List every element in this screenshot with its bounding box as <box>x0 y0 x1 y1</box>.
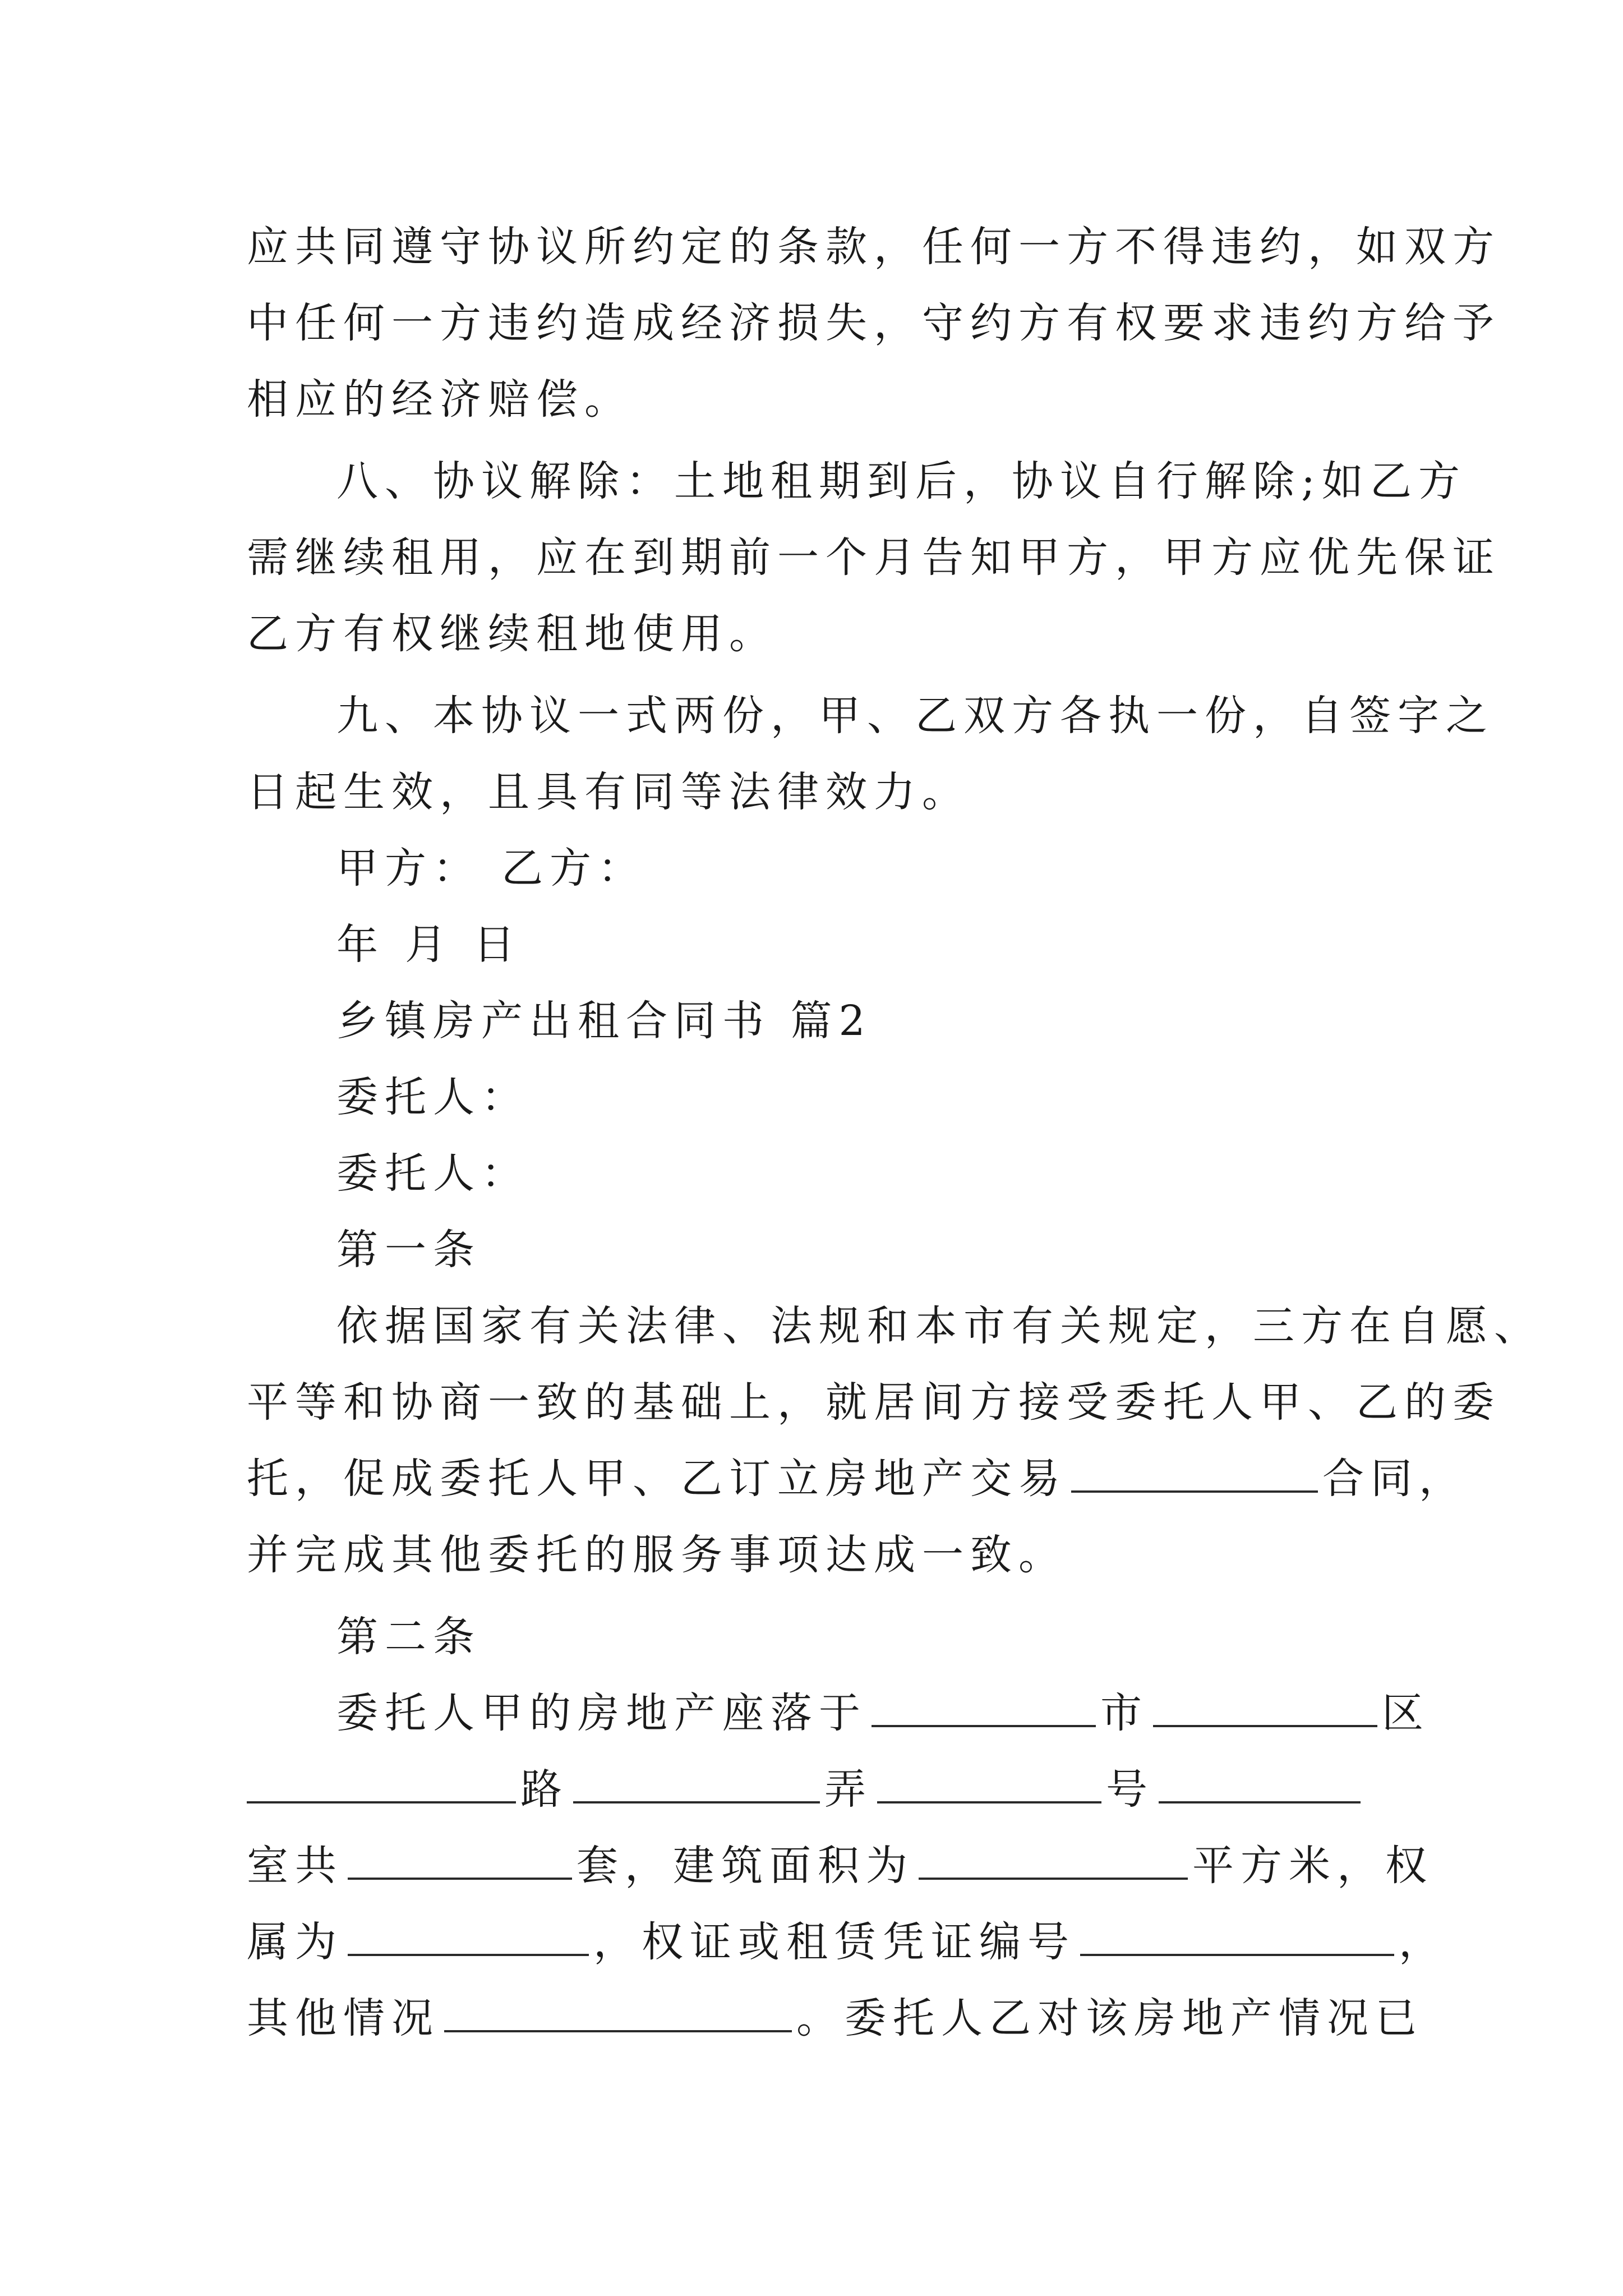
article-1-heading: 第一条 <box>336 1226 481 1274</box>
article-2-line-5 <box>247 1980 1423 2056</box>
article-2-line-4-a: 属为 <box>247 1918 343 1966</box>
article-2-line-4-c: ， <box>1399 1918 1447 1966</box>
article-2-line-3-b: 套，建筑面积为 <box>577 1842 914 1890</box>
article-2-line-5-a: 其他情况 <box>247 1994 440 2042</box>
room-blank <box>1159 1779 1361 1803</box>
ownership-blank <box>348 1931 589 1956</box>
road-blank <box>247 1779 516 1803</box>
paragraph-8-line-3: 乙方有权继续租地使用。 <box>247 610 777 658</box>
paragraph-7-line-2: 中任何一方违约造成经济损失，守约方有权要求违约方给予 <box>247 299 1501 347</box>
paragraph-7-line-1: 应共同遵守协议所约定的条款，任何一方不得违约，如双方 <box>247 223 1501 271</box>
party-b-label: 乙方： <box>501 844 646 892</box>
article-2-line-2-a: 路 <box>520 1765 569 1814</box>
article-1-line-3 <box>247 1441 1467 1517</box>
article-1-line-1: 依据国家有关法律、法规和本市有关规定，三方在自愿、 <box>336 1302 1542 1350</box>
article-2-line-4-b: ，权证或租赁凭证编号 <box>593 1918 1076 1966</box>
units-blank <box>348 1855 572 1880</box>
other-info-blank <box>444 2008 792 2032</box>
article-2-line-1-c: 区 <box>1382 1689 1430 1737</box>
contract-type-blank <box>1071 1468 1318 1493</box>
article-2-heading: 第二条 <box>336 1613 481 1661</box>
article-2-line-2 <box>247 1751 1391 1828</box>
article-2-line-1-a: 委托人甲的房地产座落于 <box>336 1689 867 1737</box>
article-2-line-2-b: 弄 <box>824 1765 873 1814</box>
article-2-line-3 <box>247 1828 1433 1904</box>
paragraph-9-line-1: 九、本协议一式两份，甲、乙双方各执一份，自签字之 <box>336 692 1494 740</box>
month-label: 月 <box>405 921 453 969</box>
article-1-line-2: 平等和协商一致的基础上，就居间方接受委托人甲、乙的委 <box>247 1378 1501 1427</box>
article-2-line-1 <box>247 1675 1430 1751</box>
day-label: 日 <box>473 921 522 969</box>
principal-2: 委托人： <box>336 1149 529 1198</box>
signature-date <box>247 907 1391 983</box>
article-2-line-2-c: 号 <box>1106 1765 1154 1814</box>
year-label: 年 <box>336 921 385 969</box>
paragraph-8-line-1: 八、协议解除：土地租期到后，协议自行解除;如乙方 <box>336 457 1467 505</box>
article-2-line-1-b: 市 <box>1100 1689 1149 1737</box>
article-1-line-3-a: 托，促成委托人甲、乙订立房地产交易 <box>247 1455 1067 1503</box>
principal-1: 委托人： <box>336 1073 529 1121</box>
paragraph-9-line-2: 日起生效，且具有同等法律效力。 <box>247 768 970 816</box>
article-1-line-4: 并完成其他委托的服务事项达成一致。 <box>247 1531 1067 1579</box>
area-blank <box>919 1855 1188 1880</box>
party-a-label: 甲方： <box>336 844 481 892</box>
city-blank <box>872 1703 1096 1727</box>
number-blank <box>877 1779 1101 1803</box>
article-2-line-4 <box>247 1904 1447 1980</box>
signature-parties <box>247 830 1391 907</box>
district-blank <box>1153 1703 1377 1727</box>
paragraph-8-line-2: 需继续租用，应在到期前一个月告知甲方，甲方应优先保证 <box>247 533 1501 582</box>
article-2-line-3-a: 室共 <box>247 1842 343 1890</box>
article-2-line-5-b: 。委托人乙对该房地产情况已 <box>796 1994 1423 2042</box>
section-title: 乡镇房产出租合同书 篇2 <box>336 997 872 1045</box>
paragraph-7-line-3: 相应的经济赔偿。 <box>247 375 633 424</box>
article-2-line-3-c: 平方米，权 <box>1192 1842 1433 1890</box>
certificate-blank <box>1080 1931 1394 1956</box>
lane-blank <box>573 1779 820 1803</box>
article-1-line-3-b: 合同， <box>1322 1455 1467 1503</box>
document-page <box>247 209 1542 2056</box>
